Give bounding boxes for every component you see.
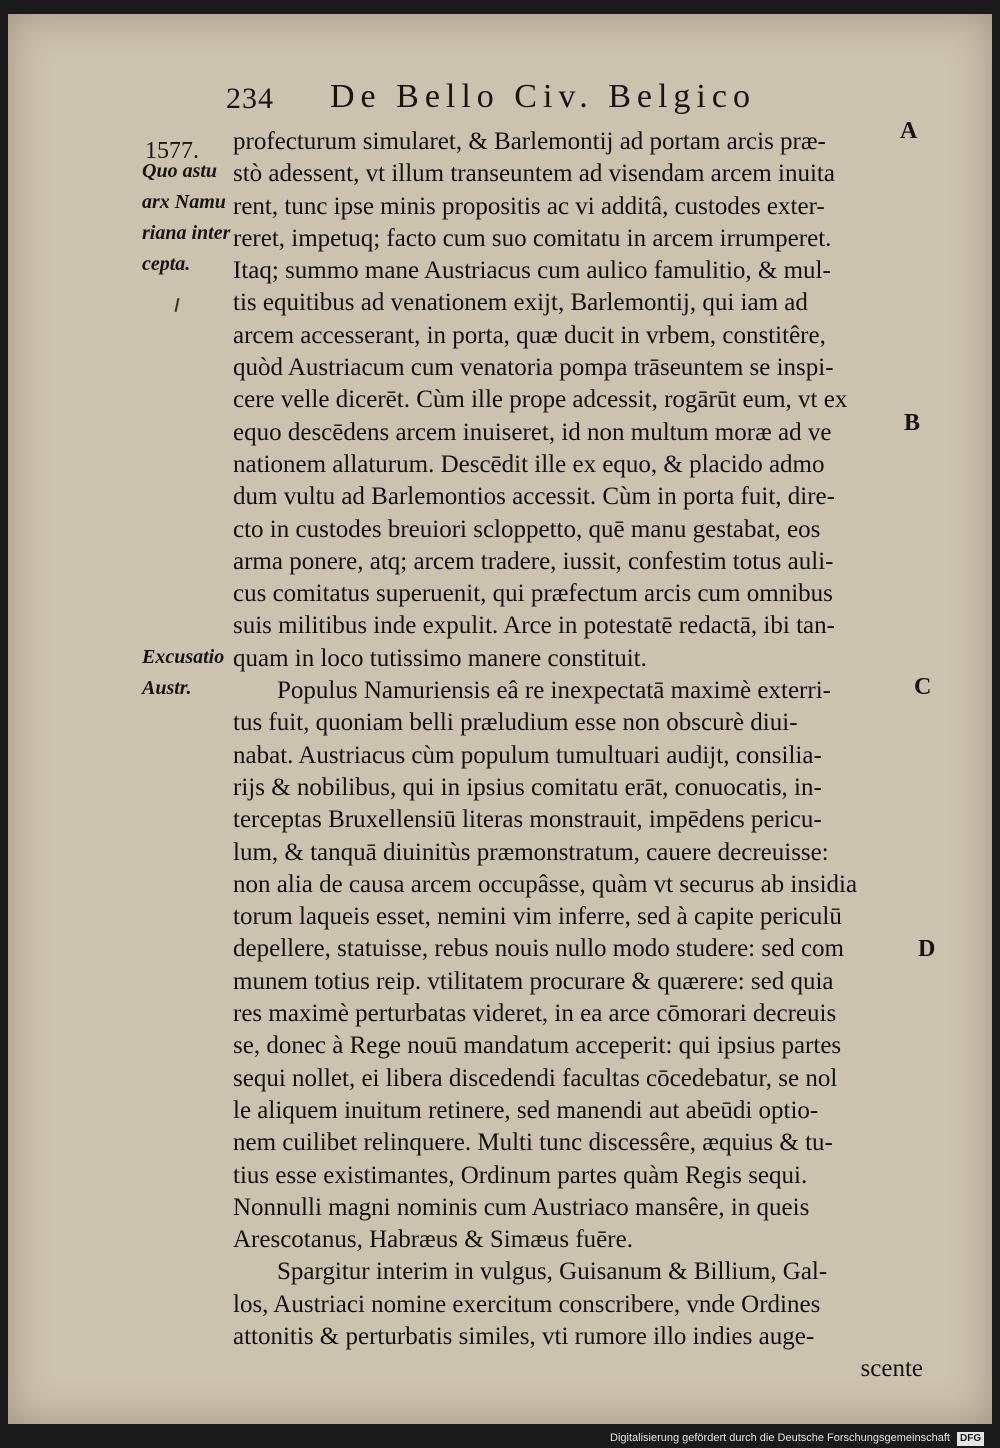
text-line: cto in custodes breuiori scloppetto, quē manu gestabat, eos <box>233 515 821 543</box>
text-line: profecturum simularet, & Barlemontij ad portam arcis præ- <box>233 128 826 155</box>
text-line: attonitis & perturbatis similes, vti rumore illo indies auge- <box>233 1322 815 1350</box>
text-line: quòd Austriacum cum venatoria pompa trāseuntem se inspi- <box>233 354 834 382</box>
text-line: tus fuit, quoniam belli præludium esse non obscurè diui- <box>233 709 798 737</box>
text-line: Nonnulli magni nominis cum Austriaco mansêre, in queis <box>233 1193 810 1221</box>
text-line: arma ponere, atq; arcem tradere, iussit, confestim totus auli- <box>233 547 834 575</box>
margin-year: 1577. <box>145 138 199 164</box>
text-line: res maximè perturbatas videret, in ea arce cōmorari decreuis <box>233 1000 837 1028</box>
text-line: munem totius reip. vtilitatem procurare & quærere: sed quia <box>233 967 834 995</box>
credit-text: Digitalisierung gefördert durch die Deutsche Forschungsgemeinschaft <box>610 1432 950 1444</box>
text-line: dum vultu ad Barlemontios accessit. Cùm in porta fuit, dire- <box>233 483 835 511</box>
margin-note-excuse <box>142 642 224 704</box>
text-line: nabat. Austriacus cùm populum tumultuari audijt, consilia- <box>233 741 822 769</box>
section-letter-d: D <box>918 936 936 962</box>
margin-note-line: cepta. <box>142 253 191 275</box>
body-text <box>233 126 923 1386</box>
margin-note-line: Quo astu <box>142 160 218 182</box>
text-line: nem cuilibet relinquere. Multi tunc discessêre, æquius & tu- <box>233 1129 833 1157</box>
text-line: cere velle dicerēt. Cùm ille prope adcessit, rogārūt eum, vt ex <box>233 386 848 414</box>
text-line: tis equitibus ad venationem exijt, Barlemontij, qui iam ad <box>233 289 808 317</box>
text-line: cus comitatus superuenit, qui præfectum arcis cum omnibus <box>233 580 833 608</box>
text-line: rijs & nobilibus, qui in ipsius comitatu erāt, conuocatis, in- <box>233 773 822 801</box>
text-line: tius esse existimantes, Ordinum partes quàm Regis sequi. <box>233 1161 808 1189</box>
text-line: sequi nollet, ei libera discedendi facultas cōcedebatur, se nol <box>233 1064 838 1092</box>
section-letter-b: B <box>904 410 921 436</box>
text-line: reret, impetuq; facto cum suo comitatu in arcem irrumperet. <box>233 224 832 252</box>
page-number: 234 <box>226 82 274 115</box>
text-line: los, Austriaci nomine exercitum conscribere, vnde Ordines <box>233 1290 821 1318</box>
catchword: scente <box>860 1355 923 1383</box>
margin-note-line: arx Namu <box>142 191 226 213</box>
text-line: rent, tunc ipse minis propositis ac vi additâ, custodes exter- <box>233 192 825 220</box>
text-line: terceptas Bruxellensiū literas monstrauit, impēdens pericu- <box>233 806 822 834</box>
text-line: quam in loco tutissimo manere constituit. <box>233 644 647 672</box>
text-line: stò adessent, vt illum transeuntem ad visendam arcem inuita <box>233 160 835 188</box>
running-title: De Bello Civ. Belgico <box>330 78 756 115</box>
margin-note-line: Austr. <box>142 677 192 699</box>
text-line: depellere, statuisse, rebus nouis nullo modo studere: sed com <box>233 935 844 963</box>
text-line: lum, & tanquā diuinitùs præmonstratum, cauere decreuisse: <box>233 838 829 866</box>
text-line: nationem allaturum. Descēdit ille ex equo, & placido admo <box>233 450 825 478</box>
text-line: arcem accesserant, in porta, quæ ducit in vrbem, constitêre, <box>233 321 826 349</box>
text-line: Spargitur interim in vulgus, Guisanum & Billium, Gal- <box>277 1258 828 1286</box>
section-letter-a: A <box>900 118 918 144</box>
text-line: torum laqueis esset, nemini vim inferre, sed à capite periculū <box>233 903 842 931</box>
text-line: Arescotanus, Habræus & Simæus fuēre. <box>233 1226 633 1254</box>
margin-note-line: riana inter <box>142 222 231 244</box>
text-line: le aliquem inuitum retinere, sed manendi aut abeūdi optio- <box>233 1096 819 1124</box>
text-line: non alia de causa arcem occupâsse, quàm vt securus ab insidia <box>233 870 858 898</box>
text-line: equo descēdens arcem inuiseret, id non multum moræ ad ve <box>233 418 832 446</box>
dfg-logo: DFG <box>957 1432 984 1446</box>
text-line: se, donec à Rege nouū mandatum acceperit: qui ipsius partes <box>233 1032 842 1060</box>
digitization-credit <box>610 1428 984 1448</box>
text-line: suis militibus inde expulit. Arce in potestatē redactā, ibi tan- <box>233 612 835 640</box>
margin-note-capture <box>142 156 230 280</box>
text-line: Itaq; summo mane Austriacus cum aulico famulitio, & mul- <box>233 257 831 285</box>
margin-note-line: Excusatio <box>142 646 225 668</box>
text-line: Populus Namuriensis eâ re inexpectatā maximè exterri- <box>277 677 831 705</box>
section-letter-c: C <box>914 674 932 700</box>
